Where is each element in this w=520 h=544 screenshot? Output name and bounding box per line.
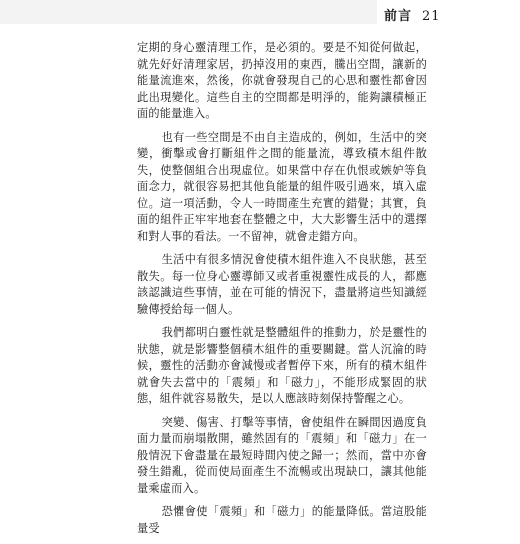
header-shade [0, 0, 377, 24]
paragraph-1: 定期的身心靈清理工作，是必須的。要是不知從何做起，就先好好清理家居，扔掉沒用的東西，騰出空間，讓新的能量流進來，然後，你就會發現自己的心思和靈性都會因此出現變化。這些自主的空間都是明淨的，能夠讓積極正面的能量進入。 [137, 41, 427, 120]
page-number: 21 [422, 9, 441, 24]
paragraph-3: 生活中有很多情況會使積木組件進入不良狀態，甚至散失。每一位身心靈導師又或者重視靈性成長的人，都應該認識這些事情，並在可能的情況下，盡量將這些知識經驗傳授給每一個人。 [137, 253, 427, 316]
body-text [137, 40, 427, 544]
paragraph-4: 我們都明白靈性就是整體組件的推動力，於是靈性的狀態，就是影響整個積木組件的重要關鍵。當人沉淪的時候，靈性的活動亦會減慢或者暫停下來，所有的積木組件就會失去當中的「震頻」和「磁力」，不能形成緊固的狀態，組件就容易散失，是以人應該時刻保持警醒之心。 [137, 326, 427, 405]
paragraph-5: 突變、傷害、打擊等事情，會使組件在瞬間因過度負面力量而崩塌散開，雖然固有的「震頻」和「磁力」在一般情況下會盡量在最短時間內使之歸一；然而，當中亦會發生錯亂，從而使局面產生不流暢或出現缺口，讓其他能量乘虛而入。 [137, 415, 427, 495]
running-head-title: 前言 [384, 9, 413, 24]
paragraph-6: 恐懼會使「震頻」和「磁力」的能量降低。當這股能量受 [137, 505, 427, 535]
running-head [384, 5, 441, 24]
page-header [0, 0, 520, 24]
paragraph-2: 也有一些空間是不由自主造成的，例如，生活中的突變，衝擊或會打斷組件之間的能量流，導致積木組件散失，使整個組合出現虛位。如果當中存在仇恨或嫉妒等負面念力，就很容易把其他負能量的組件吸引過來，填入虛位。這一項活動，令人一時間產生充實的錯覺；其實，負面的組件正牢牢地套在整體之中，大大影響生活中的選擇和對人事的看法。一不留神，就會走錯方向。 [137, 130, 427, 243]
